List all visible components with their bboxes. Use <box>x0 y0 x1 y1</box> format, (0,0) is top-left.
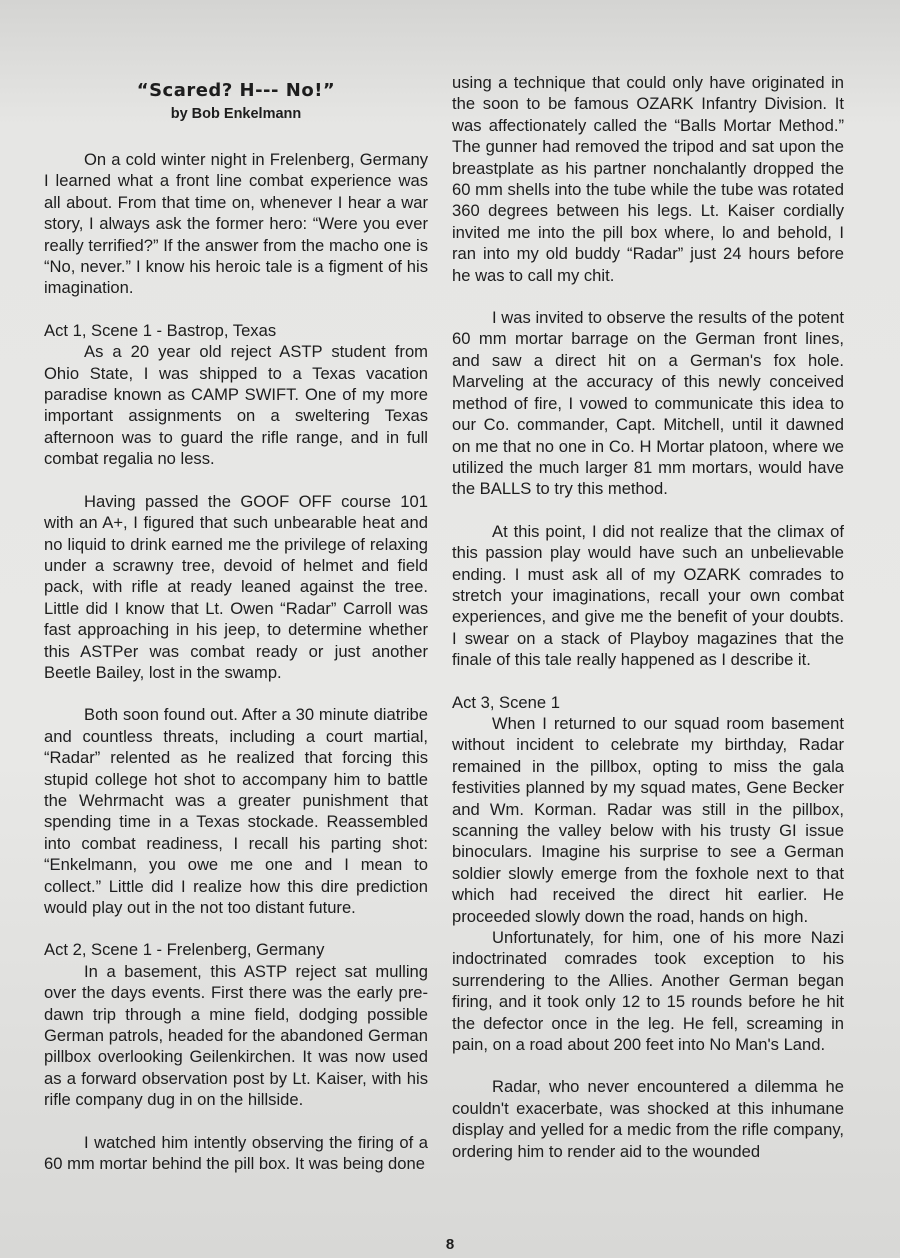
paragraph: I watched him intently observing the firing of a 60 mm mortar behind the pill box. It was being done <box>44 1132 428 1174</box>
paragraph: At this point, I did not realize that the climax of this passion play would have such an unbelievable ending. I must ask all of my OZARK comrades to stretch your imaginations, recall your own combat experiences, and give me the benefit of your doubts. I swear on a stack of Playboy magazines that the finale of this tale really happened as I describe it. <box>452 521 844 670</box>
right-column <box>452 0 844 1162</box>
left-column <box>44 0 428 1174</box>
paragraph-spacer <box>44 470 428 491</box>
paragraph: As a 20 year old reject ASTP student from Ohio State, I was shipped to a Texas vacation paradise known as CAMP SWIFT. One of my more important assignments on a sweltering Texas afternoon was to guard the rifle range, and in full combat regalia no less. <box>44 342 428 469</box>
paragraph-spacer <box>44 1111 428 1132</box>
paragraph: When I returned to our squad room basement without incident to celebrate my birthday, Radar remained in the pillbox, opting to miss the gala festivities planned by my squad mates, Gene Becker and Wm. Korman. Radar was still in the pillbox, scanning the valley below with his trusty GI issue binoculars. Imagine his surprise to see a German soldier slowly emerge from the foxhole next to that which had received the direct hit earlier. He proceeded slowly down the road, hands on high. <box>452 713 844 926</box>
paragraph: Unfortunately, for him, one of his more Nazi indoctrinated comrades took exception to his surrendering to the Allies. Another German began firing, and it took only 12 to 15 rounds before he hit the defector once in the leg. He fell, screaming in pain, on a road about 200 feet into No Man's Land. <box>452 928 844 1055</box>
paragraph: Both soon found out. After a 30 minute diatribe and countless threats, including a court martial, “Radar” relented as he realized that forcing this stupid college hot shot to accompany him to battle the Wehrmacht was a greater punishment that spending time in a Texas stockade. Reassembled into combat readiness, I recall his parting shot: “Enkelmann, you owe me one and I mean to collect.” Little did I realize how this dire prediction would play out in the not too distant future. <box>44 705 428 917</box>
paragraph: In a basement, this ASTP reject sat mulling over the days events. First there was the early pre-dawn trip through a mine field, dodging possible German patrols, headed for the abandoned German pillbox overlooking Geilenkirchen. It was now used as a forward observation post by Lt. Kaiser, with his rifle company dug in on the hillside. <box>44 961 428 1110</box>
paragraph-spacer <box>44 299 428 320</box>
paragraph-continued: using a technique that could only have originated in the soon to be famous OZARK Infantry Division. It was affectionately called the “Balls Mortar Method.” The gunner had removed the tripod and sat upon the breastplate as his partner nonchalantly dropped the 60 mm shells into the tube while the tube was rotated 360 degrees between his legs. Lt. Kaiser cordially invited me into the pill box where, lo and behold, I ran into my old buddy “Radar” just 24 hours before he was to call my chit. <box>452 73 844 285</box>
right-column-body <box>452 72 844 1162</box>
left-column-body <box>44 149 428 1174</box>
paragraph-spacer <box>44 918 428 939</box>
paragraph-spacer <box>452 671 844 692</box>
scene-heading: Act 3, Scene 1 <box>452 692 560 712</box>
paragraph-spacer <box>44 683 428 704</box>
paragraph: Having passed the GOOF OFF course 101 with an A+, I figured that such unbearable heat and no liquid to drink earned me the privilege of relaxing under a scrawny tree, devoid of helmet and field pack, with rifle at ready leaned against the tree. Little did I know that Lt. Owen “Radar” Carroll was fast approaching in his jeep, to determine whether this ASTPer was combat ready or just another Beetle Bailey, lost in the swamp. <box>44 491 428 682</box>
paragraph-spacer <box>452 500 844 521</box>
paragraph: On a cold winter night in Frelenberg, Germany I learned what a front line combat experience was all about. From that time on, whenever I hear a war story, I always ask the former hero: “Were you ever really terrified?” If the answer from the macho one is “No, never.” I know his heroic tale is a figment of his imagination. <box>44 150 428 298</box>
paragraph-spacer <box>452 286 844 307</box>
paragraph: I was invited to observe the results of the potent 60 mm mortar barrage on the German front lines, and saw a direct hit on a German's fox hole. Marveling at the accuracy of this newly conceived method of fire, I vowed to communicate this idea to our Co. commander, Capt. Mitchell, until it dawned on me that no one in Co. H Mortar platoon, where we utilized the much larger 81 mm mortars, would have the BALLS to try this method. <box>452 308 844 499</box>
scene-heading: Act 1, Scene 1 - Bastrop, Texas <box>44 320 277 340</box>
article-byline: by Bob Enkelmann <box>170 106 302 122</box>
paragraph: Radar, who never encountered a dilemma he couldn't exacerbate, was shocked at this inhumane display and yelled for a medic from the rifle company, ordering him to render aid to the wounded <box>452 1077 844 1161</box>
page-number: 8 <box>445 1236 455 1253</box>
paragraph-spacer <box>452 1055 844 1076</box>
scene-heading: Act 2, Scene 1 - Frelenberg, Germany <box>44 940 325 960</box>
article-title: “Scared? H--- No!” <box>136 80 336 101</box>
